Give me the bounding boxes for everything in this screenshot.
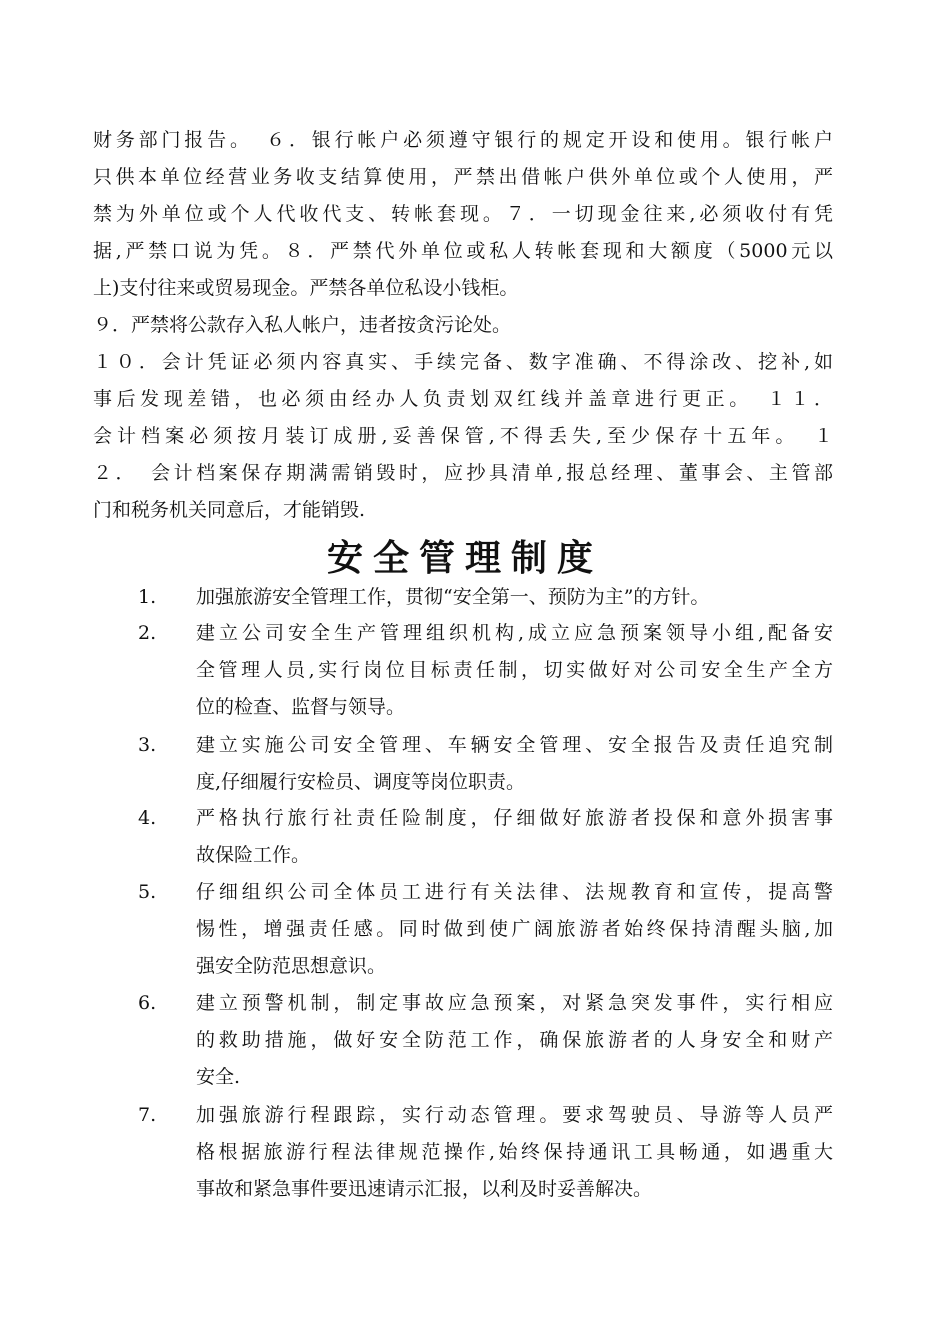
list-item-line: 安全. (196, 1066, 241, 1088)
list-item-line: 强安全防范思想意识。 (196, 955, 387, 977)
list-item-line: 建立实施公司安全管理、车辆安全管理、安全报告及责任追究制 (196, 734, 833, 756)
list-item-number: 6. (138, 992, 157, 1014)
list-item-line: 的救助措施，做好安全防范工作，确保旅游者的人身安全和财产 (196, 1029, 833, 1051)
list-item-number: 2. (138, 622, 157, 644)
paragraph-line: 会计档案必须按月装订成册,妥善保管,不得丢失,至少保存十五年。 １ (93, 425, 833, 447)
list-item-line: 加强旅游行程跟踪，实行动态管理。要求驾驶员、导游等人员严 (196, 1104, 833, 1126)
list-item-line: 加强旅游安全管理工作，贯彻“安全第一、预防为主”的方针。 (196, 586, 710, 608)
paragraph-line: 上)支付往来或贸易现金。严禁各单位私设小钱柜。 (93, 277, 519, 299)
list-item-number: 7. (138, 1104, 157, 1126)
list-item-line: 建立公司安全生产管理组织机构,成立应急预案领导小组,配备安 (196, 622, 833, 644)
paragraph-line: 禁为外单位或个人代收代支、转帐套现。７．一切现金往来,必须收付有凭 (93, 203, 833, 225)
list-item-line: 格根据旅游行程法律规范操作,始终保持通讯工具畅通，如遇重大 (196, 1141, 833, 1163)
paragraph-line: ９．严禁将公款存入私人帐户，违者按贪污论处。 (93, 314, 512, 336)
paragraph-line: 财务部门报告。 ６．银行帐户必须遵守银行的规定开设和使用。银行帐户 (93, 129, 833, 151)
list-item-line: 仔细组织公司全体员工进行有关法律、法规教育和宣传，提高警 (196, 881, 833, 903)
list-item-number: 1. (138, 586, 157, 608)
list-item-number: 4. (138, 807, 157, 829)
list-item-line: 建立预警机制，制定事故应急预案，对紧急突发事件，实行相应 (196, 992, 833, 1014)
list-item-number: 3. (138, 734, 157, 756)
list-item-number: 5. (138, 881, 157, 903)
paragraph-line: １０．会计凭证必须内容真实、手续完备、数字准确、不得涂改、挖补,如 (93, 351, 833, 373)
paragraph-line: 据,严禁口说为凭。８．严禁代外单位或私人转帐套现和大额度（5000元以 (93, 240, 833, 262)
paragraph-line: 事后发现差错，也必须由经办人负责划双红线并盖章进行更正。 １１． (93, 388, 833, 410)
paragraph-line: 只供本单位经营业务收支结算使用，严禁出借帐户供外单位或个人使用，严 (93, 166, 833, 188)
list-item-line: 度,仔细履行安检员、调度等岗位职责。 (196, 771, 526, 793)
section-title: 安全管理制度 (326, 537, 603, 579)
list-item-line: 故保险工作。 (196, 844, 311, 866)
list-item-line: 严格执行旅行社责任险制度，仔细做好旅游者投保和意外损害事 (196, 807, 833, 829)
paragraph-line: ２． 会计档案保存期满需销毁时，应抄具清单,报总经理、董事会、主管部 (93, 462, 833, 484)
list-item-line: 事故和紧急事件要迅速请示汇报，以利及时妥善解决。 (196, 1178, 653, 1200)
list-item-line: 位的检查、监督与领导。 (196, 696, 406, 718)
paragraph-line: 门和税务机关同意后，才能销毁. (93, 499, 366, 521)
list-item-line: 全管理人员,实行岗位目标责任制，切实做好对公司安全生产全方 (196, 659, 833, 681)
list-item-line: 惕性，增强责任感。同时做到使广阔旅游者始终保持清醒头脑,加 (196, 918, 833, 940)
